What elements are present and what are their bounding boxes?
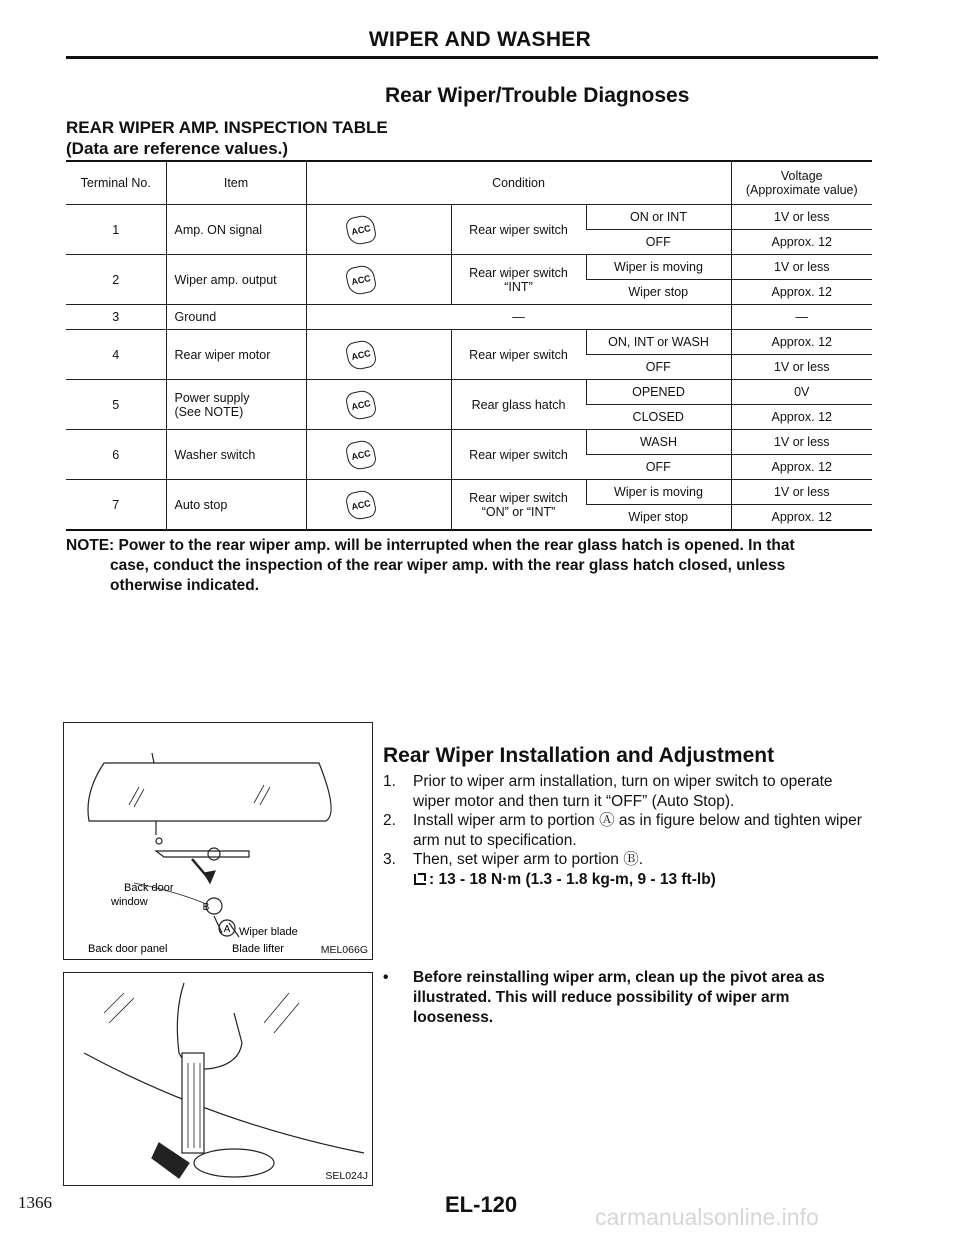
switch-line2: “INT” [504, 279, 533, 294]
condition-cell: Wiper is moving [586, 255, 731, 280]
bullet-text: Before reinstalling wiper arm, clean up the pivot area as illustrated. This will reduce possibility of wiper arm looseness. [413, 969, 825, 1026]
table-title [66, 117, 388, 159]
switch-cell: Rear glass hatch [451, 380, 586, 430]
terminal-cell: 4 [66, 330, 166, 380]
step-number: 3. [383, 851, 396, 868]
voltage-cell: Approx. 12 [731, 330, 872, 355]
page-header-title: WIPER AND WASHER [368, 28, 592, 51]
condition-cell: OFF [586, 355, 731, 380]
voltage-cell: Approx. 12 [731, 230, 872, 255]
installation-steps [383, 772, 873, 889]
back-door-window-label-2: window [111, 896, 148, 908]
note-line3: otherwise indicated. [110, 577, 260, 594]
step-number: 2. [383, 812, 396, 829]
torque-value: : 13 - 18 N·m (1.3 - 1.8 kg-m, 9 - 13 ft-lb) [429, 870, 716, 888]
voltage-cell: 1V or less [731, 255, 872, 280]
table-row [66, 305, 872, 330]
inspection-table [66, 160, 872, 531]
voltage-cell: Approx. 12 [731, 280, 872, 305]
switch-cell: Rear wiper switch [451, 430, 586, 480]
terminal-cell: 7 [66, 480, 166, 531]
item-cell [166, 380, 306, 430]
switch-cell [451, 480, 586, 531]
page-code: EL-120 [445, 1192, 518, 1217]
voltage-cell: Approx. 12 [731, 455, 872, 480]
back-door-panel-label: Back door panel [88, 943, 168, 955]
list-item [383, 968, 863, 1028]
voltage-cell: Approx. 12 [731, 505, 872, 531]
wiper-installation-figure [63, 722, 373, 960]
terminal-cell: 2 [66, 255, 166, 305]
acc-icon-cell [306, 430, 451, 480]
table-title-line1: REAR WIPER AMP. INSPECTION TABLE [66, 118, 388, 137]
point-a-label: A [223, 924, 231, 935]
condition-cell: OPENED [586, 380, 731, 405]
acc-icon-cell [306, 255, 451, 305]
item-cell: Rear wiper motor [166, 330, 306, 380]
condition-cell: ON, INT or WASH [586, 330, 731, 355]
note-line1: NOTE: Power to the rear wiper amp. will be interrupted when the rear glass hatch is opened. In that [66, 537, 795, 554]
ignition-acc-icon: ACC [344, 388, 377, 421]
step-text: Prior to wiper arm installation, turn on wiper switch to operate wiper motor and then turn it “OFF” (Auto Stop). [413, 773, 833, 810]
pivot-cleaning-figure [63, 972, 373, 1186]
voltage-cell: Approx. 12 [731, 405, 872, 430]
note-line2: case, conduct the inspection of the rear wiper amp. with the rear glass hatch closed, unless [110, 557, 786, 574]
table-row [66, 480, 872, 505]
back-door-window-label-1: Back door [124, 882, 174, 894]
switch-line2: “ON” or “INT” [481, 504, 556, 519]
wiper-blade-label: Wiper blade [239, 926, 298, 938]
item-cell: Auto stop [166, 480, 306, 531]
voltage-cell: 0V [731, 380, 872, 405]
note-paragraph [66, 536, 872, 596]
list-item [383, 772, 873, 811]
section-title: Rear Wiper/Trouble Diagnoses [385, 84, 690, 107]
item-cell: Wiper amp. output [166, 255, 306, 305]
terminal-cell: 1 [66, 205, 166, 255]
table-title-line2: (Data are reference values.) [66, 139, 289, 158]
table-row [66, 430, 872, 455]
torque-spec [383, 870, 873, 890]
torque-wrench-icon [413, 872, 429, 886]
table-row [66, 330, 872, 355]
watermark: carmanualsonline.info [595, 1204, 819, 1230]
header-voltage [731, 161, 872, 205]
acc-icon-cell [306, 380, 451, 430]
blade-lifter-label: Blade lifter [232, 943, 284, 955]
step-text: Then, set wiper arm to portion Ⓑ. [413, 851, 644, 868]
wiper-installation-illustration [64, 723, 372, 959]
terminal-cell: 3 [66, 305, 166, 330]
installation-title: Rear Wiper Installation and Adjustment [383, 744, 775, 767]
item-cell: Ground [166, 305, 306, 330]
switch-cell: Rear wiper switch [451, 330, 586, 380]
item-line2: (See NOTE) [174, 404, 244, 419]
header-rule [66, 56, 878, 59]
condition-cell: CLOSED [586, 405, 731, 430]
voltage-cell: 1V or less [731, 355, 872, 380]
step-text: Install wiper arm to portion Ⓐ as in figure below and tighten wiper arm nut to specification. [413, 812, 862, 849]
switch-cell: Rear wiper switch [451, 205, 586, 255]
list-item [383, 811, 873, 850]
condition-cell: Wiper stop [586, 280, 731, 305]
terminal-cell: 5 [66, 380, 166, 430]
table-row [66, 255, 872, 280]
ignition-acc-icon: ACC [344, 488, 377, 521]
condition-cell: Wiper is moving [586, 480, 731, 505]
figure2-code: SEL024J [325, 1170, 368, 1182]
table-row [66, 205, 872, 230]
condition-cell: WASH [586, 430, 731, 455]
switch-line1: Rear wiper switch [469, 265, 568, 280]
point-b-label: B [202, 902, 210, 913]
item-line1: Power supply [174, 390, 250, 405]
ignition-acc-icon: ACC [344, 438, 377, 471]
condition-cell: Wiper stop [586, 505, 731, 531]
header-terminal: Terminal No. [66, 161, 166, 205]
step-number: 1. [383, 773, 396, 790]
condition-cell: ON or INT [586, 205, 731, 230]
voltage-cell: 1V or less [731, 430, 872, 455]
figure1-code: MEL066G [320, 944, 368, 956]
item-cell: Washer switch [166, 430, 306, 480]
ignition-acc-icon: ACC [344, 263, 377, 296]
table-header-row [66, 161, 872, 205]
voltage-cell: — [731, 305, 872, 330]
header-condition: Condition [306, 161, 731, 205]
condition-cell: OFF [586, 230, 731, 255]
item-cell: Amp. ON signal [166, 205, 306, 255]
page-number: 1366 [18, 1193, 52, 1212]
table-row [66, 380, 872, 405]
header-voltage-line1: Voltage [780, 169, 823, 183]
voltage-cell: 1V or less [731, 205, 872, 230]
header-item: Item [166, 161, 306, 205]
header-voltage-line2: (Approximate value) [745, 183, 858, 197]
list-item [383, 850, 873, 870]
ignition-acc-icon: ACC [344, 338, 377, 371]
pivot-cleaning-illustration [64, 973, 372, 1185]
acc-icon-cell [306, 480, 451, 531]
switch-line1: Rear wiper switch [469, 490, 568, 505]
acc-icon-cell [306, 330, 451, 380]
acc-icon-cell [306, 205, 451, 255]
condition-cell: — [306, 305, 731, 330]
bullet-icon: • [383, 969, 389, 986]
terminal-cell: 6 [66, 430, 166, 480]
condition-cell: OFF [586, 455, 731, 480]
switch-cell [451, 255, 586, 305]
voltage-cell: 1V or less [731, 480, 872, 505]
ignition-acc-icon: ACC [344, 213, 377, 246]
